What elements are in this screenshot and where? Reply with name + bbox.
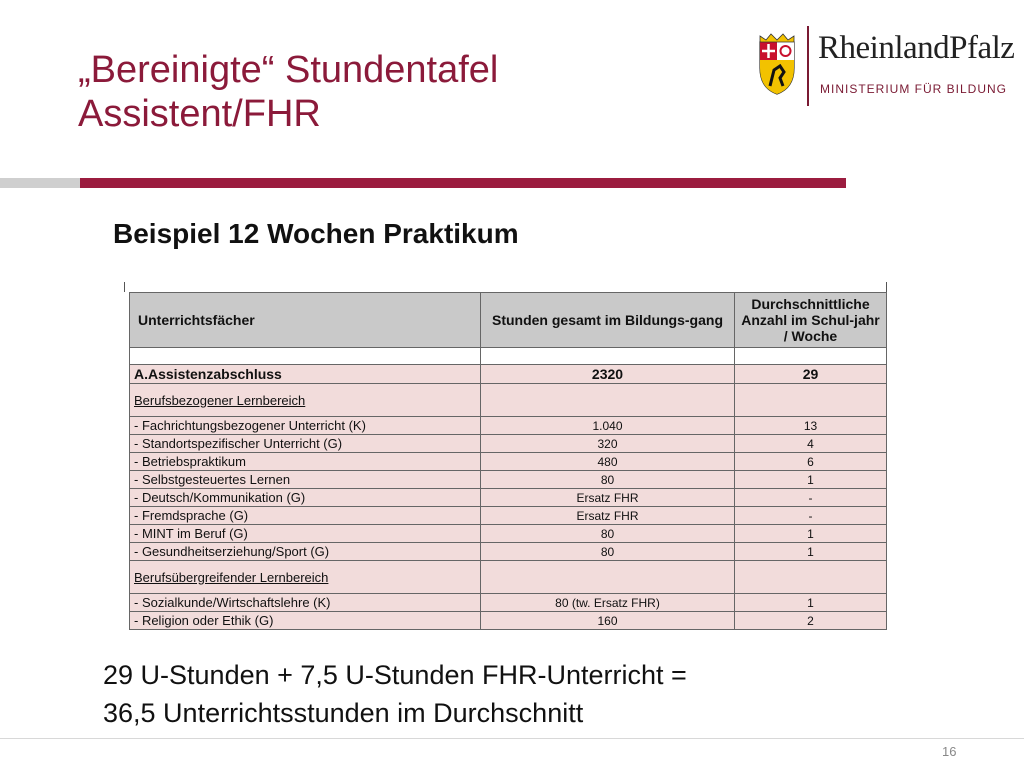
table-row-empty [130,348,887,365]
total-hours: 2320 [481,365,735,384]
row-weekly: 13 [735,417,887,435]
table-row [130,543,887,561]
row-hours: 80 [481,543,735,561]
table-row [130,612,887,630]
row-label: - Selbstgesteuertes Lernen [130,471,481,489]
row-weekly: 1 [735,594,887,612]
header-total-hours: Stunden gesamt im Bildungs-gang [481,293,735,348]
summary-line-1: 29 U-Stunden + 7,5 U-Stunden FHR-Unterricht = [103,660,687,690]
row-hours: Ersatz FHR [481,507,735,525]
summary-line-2: 36,5 Unterrichtsstunden im Durchschnitt [103,698,584,728]
row-label: - Gesundheitserziehung/Sport (G) [130,543,481,561]
table-top-frame [124,282,887,292]
logo-wordmark: RheinlandPfalz [818,30,1015,66]
section-label: Berufsbezogener Lernbereich [130,384,481,417]
logo-ministry: MINISTERIUM FÜR BILDUNG [820,82,1008,96]
timetable [129,292,887,630]
accent-bar-gray [0,178,80,188]
row-label: - Fremdsprache (G) [130,507,481,525]
slide-title [78,48,698,136]
row-hours: Ersatz FHR [481,489,735,507]
table-row [130,525,887,543]
row-weekly: - [735,489,887,507]
row-weekly: 2 [735,612,887,630]
rlp-logo [752,20,1015,110]
total-label: A.Assistenzabschluss [130,365,481,384]
row-label: - MINT im Beruf (G) [130,525,481,543]
table-header-row [130,293,887,348]
row-label: - Fachrichtungsbezogener Unterricht (K) [130,417,481,435]
row-label: - Standortspezifischer Unterricht (G) [130,435,481,453]
row-weekly: 6 [735,453,887,471]
total-weekly: 29 [735,365,887,384]
section-label: Berufsübergreifender Lernbereich [130,561,481,594]
table-section-vocational [130,384,887,417]
table-row [130,453,887,471]
row-hours: 80 [481,471,735,489]
row-hours: 1.040 [481,417,735,435]
logo-divider [807,26,809,106]
row-hours: 80 [481,525,735,543]
header-subjects: Unterrichtsfächer [130,293,481,348]
table-section-general [130,561,887,594]
row-label: - Sozialkunde/Wirtschaftslehre (K) [130,594,481,612]
slide-subtitle: Beispiel 12 Wochen Praktikum [113,218,519,249]
page-number: 16 [942,744,957,759]
row-label: - Deutsch/Kommunikation (G) [130,489,481,507]
title-line-1: „Bereinigte“ Stundentafel [78,49,499,91]
row-weekly: 1 [735,471,887,489]
table-row [130,507,887,525]
row-hours: 320 [481,435,735,453]
table-row-total [130,365,887,384]
timetable-figure [124,282,887,630]
footer-divider [0,738,1024,739]
row-hours: 160 [481,612,735,630]
summary-text [103,656,687,732]
coat-of-arms-icon [754,32,800,96]
row-label: - Betriebspraktikum [130,453,481,471]
table-row [130,417,887,435]
row-weekly: - [735,507,887,525]
row-hours: 80 (tw. Ersatz FHR) [481,594,735,612]
title-line-2: Assistent/FHR [78,93,321,135]
row-weekly: 1 [735,525,887,543]
header-weekly-average: Durchschnittliche Anzahl im Schul-jahr / Woche [735,293,887,348]
accent-bar-red [80,178,846,188]
table-row [130,471,887,489]
table-row [130,435,887,453]
table-row [130,489,887,507]
row-weekly: 1 [735,543,887,561]
row-label: - Religion oder Ethik (G) [130,612,481,630]
table-row [130,594,887,612]
row-hours: 480 [481,453,735,471]
row-weekly: 4 [735,435,887,453]
